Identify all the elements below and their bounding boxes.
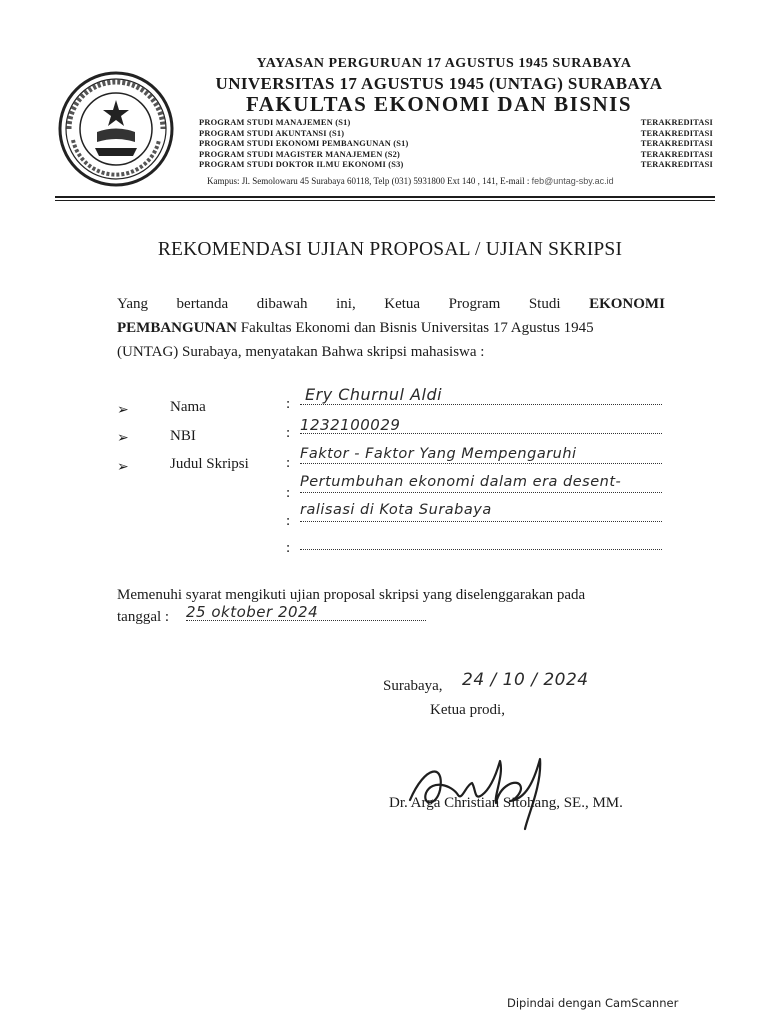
- colon: :: [286, 396, 291, 412]
- email-address: feb@untag-sby.ac.id: [531, 176, 614, 186]
- study-program-list: [199, 118, 713, 171]
- bullet-arrow-icon: ➢: [117, 431, 129, 446]
- foundation-name: YAYASAN PERGURUAN 17 AGUSTUS 1945 SURABAYA: [256, 56, 632, 71]
- program-row: PROGRAM STUDI DOKTOR ILMU EKONOMI (S3) TERAKREDITASI: [199, 160, 713, 170]
- colon: :: [286, 513, 291, 529]
- intro-line-1: Yang bertanda dibawah ini, Ketua Program Studi EKONOMI: [117, 292, 665, 316]
- handwritten-signature: [400, 745, 550, 835]
- name-handwritten: Ery Churnul Aldi: [305, 385, 443, 404]
- thesis-dotted-line: [300, 492, 662, 493]
- program-name-bold: EKONOMI: [589, 296, 665, 312]
- signing-place: Surabaya,: [383, 678, 443, 694]
- thesis-dotted-line: [300, 549, 662, 550]
- campus-address: Kampus: Jl. Semolowaru 45 Surabaya 60118, Telp (031) 5931800 Ext 140 , 141, E-mail : feb@untag-sby.ac.id: [207, 176, 614, 186]
- intro-line-2: PEMBANGUNAN Fakultas Ekonomi dan Bisnis Universitas 17 Agustus 1945: [117, 320, 594, 336]
- header-divider: [55, 196, 715, 198]
- scanner-watermark: Dipindai dengan CamScanner: [507, 996, 679, 1010]
- program-name-bold: PEMBANGUNAN: [117, 320, 237, 336]
- program-row: PROGRAM STUDI MAGISTER MANAJEMEN (S2) TERAKREDITASI: [199, 149, 713, 159]
- signing-date-handwritten: 24 / 10 / 2024: [462, 670, 589, 690]
- signer-role: Ketua prodi,: [430, 702, 505, 718]
- bullet-arrow-icon: ➢: [117, 460, 129, 475]
- thesis-title-label: Judul Skripsi: [170, 456, 249, 472]
- thesis-dotted-line: [300, 521, 662, 522]
- colon: :: [286, 485, 291, 501]
- name-dotted-line: [300, 404, 662, 405]
- colon: :: [286, 540, 291, 556]
- colon: :: [286, 455, 291, 471]
- exam-date-handwritten: 25 oktober 2024: [186, 603, 319, 621]
- thesis-title-handwritten-1: Faktor - Faktor Yang Mempengaruhi: [300, 446, 577, 462]
- bullet-arrow-icon: ➢: [117, 403, 129, 418]
- program-row: PROGRAM STUDI AKUNTANSI (S1) TERAKREDITASI: [199, 128, 713, 138]
- university-name: UNIVERSITAS 17 AGUSTUS 1945 (UNTAG) SURABAYA: [215, 74, 663, 93]
- intro-line-3: (UNTAG) Surabaya, menyatakan Bahwa skripsi mahasiswa :: [117, 344, 485, 360]
- closing-line-2: tanggal :: [117, 609, 170, 625]
- program-row: PROGRAM STUDI EKONOMI PEMBANGUNAN (S1) TERAKREDITASI: [199, 139, 713, 149]
- thesis-title-handwritten-3: ralisasi di Kota Surabaya: [300, 502, 492, 518]
- intro-paragraph: [117, 292, 665, 364]
- header-divider-thin: [55, 200, 715, 201]
- name-label: Nama: [170, 399, 206, 415]
- thesis-dotted-line: [300, 463, 662, 464]
- nbi-handwritten: 1232100029: [300, 416, 401, 434]
- signer-name: Dr. Arga Christian Sitohang, SE., MM.: [389, 795, 623, 811]
- nbi-label: NBI: [170, 428, 196, 444]
- closing-line-1: Memenuhi syarat mengikuti ujian proposal skripsi yang diselenggarakan pada: [117, 587, 586, 603]
- thesis-title-handwritten-2: Pertumbuhan ekonomi dalam era desent-: [300, 474, 622, 490]
- program-row: PROGRAM STUDI MANAJEMEN (S1) TERAKREDITASI: [199, 118, 713, 127]
- faculty-name: FAKULTAS EKONOMI DAN BISNIS: [245, 92, 633, 116]
- colon: :: [286, 425, 291, 441]
- document-title: REKOMENDASI UJIAN PROPOSAL / UJIAN SKRIPSI: [157, 239, 623, 260]
